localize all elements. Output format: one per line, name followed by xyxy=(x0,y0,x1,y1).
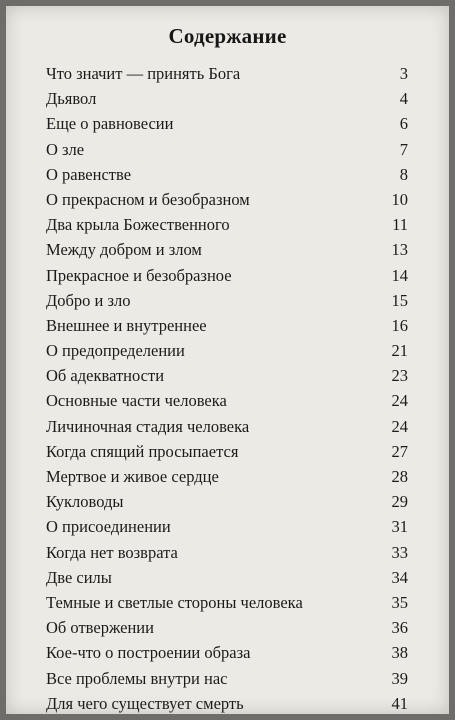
toc-entry-title: Что значит — принять Бога xyxy=(46,64,241,83)
toc-entry xyxy=(46,388,408,413)
toc-entry-title: Когда нет возврата xyxy=(46,542,178,562)
toc-entry-page-number: 10 xyxy=(391,189,408,209)
toc-entry xyxy=(46,565,408,590)
toc-entry-title: Внешнее и внутреннее xyxy=(46,315,207,335)
toc-entry-page-number: 33 xyxy=(391,542,408,562)
toc-entry-page-number: 27 xyxy=(391,441,408,461)
toc-entry-page-number: 6 xyxy=(399,114,408,134)
toc-entry-title: Все проблемы внутри нас xyxy=(46,668,228,688)
toc-entry-title: Для чего существует смерть xyxy=(46,693,244,713)
toc-entry-title: О присоединении xyxy=(46,517,171,537)
toc-entry xyxy=(46,288,408,313)
toc-entry-page-number: 4 xyxy=(399,89,408,109)
toc-entry-title: О предопределении xyxy=(46,341,185,361)
toc-entry-title: Основные части человека xyxy=(46,391,227,411)
toc-entry-page-number: 41 xyxy=(391,693,408,713)
toc-entry-page-number: 8 xyxy=(399,164,408,184)
toc-entry xyxy=(46,111,408,136)
toc-entry xyxy=(46,615,408,640)
toc-entry xyxy=(46,338,408,363)
toc-entry xyxy=(46,313,408,338)
toc-entry-title: Кое-что о построении образа xyxy=(46,643,251,663)
toc-entry-page-number: 16 xyxy=(391,315,408,335)
toc-entry xyxy=(46,590,408,615)
toc-entry-page-number: 29 xyxy=(391,492,408,512)
toc-entry-page-number: 13 xyxy=(391,240,408,260)
toc-entry-title: О прекрасном и безобразном xyxy=(46,189,250,209)
toc-entry xyxy=(46,464,408,489)
toc-entry-page-number: 21 xyxy=(391,341,408,361)
toc-entry xyxy=(46,212,408,237)
toc-entry xyxy=(46,137,408,162)
toc-entry-title: Личиночная стадия человека xyxy=(46,416,250,436)
table-of-contents xyxy=(46,61,408,716)
toc-entry-page-number: 34 xyxy=(391,567,408,587)
toc-entry xyxy=(46,162,408,187)
toc-entry xyxy=(46,61,408,86)
toc-entry-page-number: 14 xyxy=(391,265,408,285)
toc-entry-page-number: 39 xyxy=(391,668,408,688)
toc-entry-page-number: 24 xyxy=(391,416,408,436)
toc-entry xyxy=(46,514,408,539)
toc-entry xyxy=(46,237,408,262)
toc-entry-title: Прекрасное и безобразное xyxy=(46,265,232,285)
toc-entry-page-number: 7 xyxy=(399,139,408,159)
toc-entry xyxy=(46,263,408,288)
toc-entry xyxy=(46,414,408,439)
toc-entry xyxy=(46,86,408,111)
toc-entry xyxy=(46,666,408,691)
toc-entry-page-number: 23 xyxy=(391,366,408,386)
toc-entry-page-number: 15 xyxy=(391,290,408,310)
toc-entry-page-number: 11 xyxy=(392,215,408,235)
toc-entry-title: Об адекватности xyxy=(46,366,165,386)
toc-entry-title: Когда спящий просыпается xyxy=(46,441,239,461)
page-title: Содержание xyxy=(168,24,287,48)
toc-entry-page-number: 28 xyxy=(391,467,408,486)
book-page xyxy=(6,6,449,714)
toc-entry-page-number: 31 xyxy=(391,517,408,537)
toc-entry xyxy=(46,439,408,464)
toc-entry-page-number: 38 xyxy=(391,643,408,663)
toc-entry-page-number: 35 xyxy=(391,592,408,612)
toc-entry xyxy=(46,691,408,716)
toc-entry-title: Темные и светлые стороны человека xyxy=(46,592,303,612)
toc-entry-title: О равенстве xyxy=(46,164,132,184)
toc-entry xyxy=(46,363,408,388)
toc-entry-title: Мертвое и живое сердце xyxy=(46,467,219,486)
toc-entry xyxy=(46,640,408,665)
toc-entry-page-number: 3 xyxy=(399,64,408,83)
toc-entry-title: Кукловоды xyxy=(46,492,124,512)
toc-entry-page-number: 24 xyxy=(391,391,408,411)
toc-entry-title: Два крыла Божественного xyxy=(46,215,230,235)
toc-entry xyxy=(46,540,408,565)
toc-entry xyxy=(46,489,408,514)
toc-entry-title: Об отвержении xyxy=(46,618,154,638)
toc-entry-page-number: 36 xyxy=(391,618,408,638)
toc-entry-title: Добро и зло xyxy=(46,290,131,310)
toc-entry-title: Между добром и злом xyxy=(46,240,202,260)
toc-entry-title: О зле xyxy=(46,139,85,159)
toc-entry-title: Две силы xyxy=(46,567,112,587)
toc-entry xyxy=(46,187,408,212)
toc-entry-title: Еще о равновесии xyxy=(46,114,174,134)
toc-entry-title: Дьявол xyxy=(46,89,97,109)
